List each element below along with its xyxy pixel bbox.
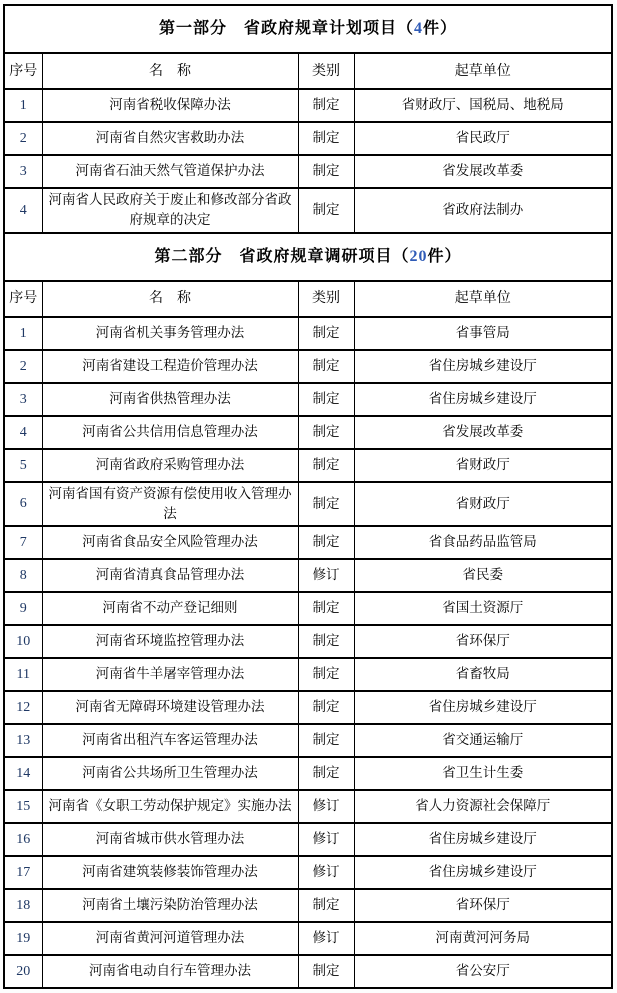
section-title-row — [4, 5, 612, 53]
regulation-name: 河南省不动产登记细则 — [42, 592, 298, 625]
regulation-name: 河南省电动自行车管理办法 — [42, 955, 298, 988]
column-header: 类别 — [298, 281, 354, 317]
column-header-row — [4, 281, 612, 317]
drafting-unit: 省政府法制办 — [354, 188, 612, 233]
drafting-unit: 省国土资源厅 — [354, 592, 612, 625]
category: 修订 — [298, 823, 354, 856]
regulation-name: 河南省建设工程造价管理办法 — [42, 350, 298, 383]
column-header-row — [4, 53, 612, 89]
category: 制定 — [298, 416, 354, 449]
drafting-unit: 省财政厅 — [354, 449, 612, 482]
row-number: 6 — [4, 482, 42, 527]
column-header: 起草单位 — [354, 281, 612, 317]
row-number: 5 — [4, 449, 42, 482]
table-row — [4, 526, 612, 559]
row-number: 1 — [4, 317, 42, 350]
row-number: 11 — [4, 658, 42, 691]
row-number: 1 — [4, 89, 42, 122]
regulation-name: 河南省公共场所卫生管理办法 — [42, 757, 298, 790]
drafting-unit: 省住房城乡建设厅 — [354, 856, 612, 889]
section-count: 20 — [409, 247, 428, 265]
table-row — [4, 625, 612, 658]
row-number: 8 — [4, 559, 42, 592]
section-title-text: 第一部分 省政府规章计划项目（ — [158, 20, 414, 37]
table-row — [4, 592, 612, 625]
category: 制定 — [298, 482, 354, 527]
category: 制定 — [298, 449, 354, 482]
row-number: 20 — [4, 955, 42, 988]
section-title-text: 第二部分 省政府规章调研项目（ — [154, 247, 410, 265]
drafting-unit: 省财政厅、国税局、地税局 — [354, 89, 612, 122]
table-row — [4, 188, 612, 233]
category: 制定 — [298, 350, 354, 383]
regulation-table-body — [4, 5, 612, 988]
drafting-unit: 省民委 — [354, 559, 612, 592]
table-row — [4, 122, 612, 155]
row-number: 17 — [4, 856, 42, 889]
table-row — [4, 922, 612, 955]
row-number: 9 — [4, 592, 42, 625]
column-header: 起草单位 — [354, 53, 612, 89]
column-header: 序号 — [4, 53, 42, 89]
row-number: 14 — [4, 757, 42, 790]
drafting-unit: 省卫生计生委 — [354, 757, 612, 790]
regulation-name: 河南省牛羊屠宰管理办法 — [42, 658, 298, 691]
category: 制定 — [298, 317, 354, 350]
category: 修订 — [298, 856, 354, 889]
regulation-name: 河南省出租汽车客运管理办法 — [42, 724, 298, 757]
table-row — [4, 790, 612, 823]
section-title — [4, 5, 612, 53]
regulation-name: 河南省石油天然气管道保护办法 — [42, 155, 298, 188]
section-title-text: 件） — [423, 20, 458, 37]
category: 制定 — [298, 658, 354, 691]
regulation-name: 河南省环境监控管理办法 — [42, 625, 298, 658]
regulation-name: 河南省税收保障办法 — [42, 89, 298, 122]
drafting-unit: 省住房城乡建设厅 — [354, 691, 612, 724]
table-row — [4, 155, 612, 188]
regulation-name: 河南省黄河河道管理办法 — [42, 922, 298, 955]
table-row — [4, 691, 612, 724]
category: 制定 — [298, 383, 354, 416]
category: 制定 — [298, 592, 354, 625]
category: 制定 — [298, 724, 354, 757]
regulation-name: 河南省建筑装修装饰管理办法 — [42, 856, 298, 889]
row-number: 2 — [4, 122, 42, 155]
regulation-name: 河南省公共信用信息管理办法 — [42, 416, 298, 449]
drafting-unit: 河南黄河河务局 — [354, 922, 612, 955]
drafting-unit: 省发展改革委 — [354, 416, 612, 449]
drafting-unit: 省住房城乡建设厅 — [354, 823, 612, 856]
table-row — [4, 416, 612, 449]
regulation-name: 河南省食品安全风险管理办法 — [42, 526, 298, 559]
regulation-plan-table — [3, 4, 613, 989]
section-title-row — [4, 233, 612, 281]
drafting-unit: 省食品药品监管局 — [354, 526, 612, 559]
table-row — [4, 856, 612, 889]
category: 制定 — [298, 955, 354, 988]
category: 制定 — [298, 89, 354, 122]
column-header: 序号 — [4, 281, 42, 317]
drafting-unit: 省住房城乡建设厅 — [354, 383, 612, 416]
table-row — [4, 383, 612, 416]
regulation-name: 河南省自然灾害救助办法 — [42, 122, 298, 155]
category: 制定 — [298, 188, 354, 233]
category: 制定 — [298, 691, 354, 724]
category: 制定 — [298, 757, 354, 790]
category: 制定 — [298, 889, 354, 922]
row-number: 19 — [4, 922, 42, 955]
drafting-unit: 省事管局 — [354, 317, 612, 350]
table-row — [4, 559, 612, 592]
table-row — [4, 658, 612, 691]
row-number: 7 — [4, 526, 42, 559]
row-number: 4 — [4, 416, 42, 449]
section-count: 4 — [414, 20, 423, 37]
drafting-unit: 省交通运输厅 — [354, 724, 612, 757]
column-header: 类别 — [298, 53, 354, 89]
row-number: 13 — [4, 724, 42, 757]
regulation-name: 河南省《女职工劳动保护规定》实施办法 — [42, 790, 298, 823]
row-number: 16 — [4, 823, 42, 856]
table-row — [4, 482, 612, 527]
regulation-name: 河南省城市供水管理办法 — [42, 823, 298, 856]
row-number: 15 — [4, 790, 42, 823]
column-header: 名 称 — [42, 53, 298, 89]
category: 修订 — [298, 922, 354, 955]
table-row — [4, 317, 612, 350]
table-row — [4, 449, 612, 482]
section-title-text: 件） — [427, 247, 462, 265]
row-number: 3 — [4, 155, 42, 188]
table-row — [4, 955, 612, 988]
drafting-unit: 省财政厅 — [354, 482, 612, 527]
row-number: 10 — [4, 625, 42, 658]
drafting-unit: 省民政厅 — [354, 122, 612, 155]
table-row — [4, 350, 612, 383]
table-row — [4, 724, 612, 757]
category: 制定 — [298, 526, 354, 559]
drafting-unit: 省住房城乡建设厅 — [354, 350, 612, 383]
category: 修订 — [298, 790, 354, 823]
table-row — [4, 823, 612, 856]
category: 制定 — [298, 625, 354, 658]
row-number: 18 — [4, 889, 42, 922]
regulation-name: 河南省供热管理办法 — [42, 383, 298, 416]
regulation-name: 河南省无障碍环境建设管理办法 — [42, 691, 298, 724]
drafting-unit: 省公安厅 — [354, 955, 612, 988]
row-number: 3 — [4, 383, 42, 416]
category: 修订 — [298, 559, 354, 592]
regulation-name: 河南省土壤污染防治管理办法 — [42, 889, 298, 922]
table-row — [4, 889, 612, 922]
drafting-unit: 省环保厅 — [354, 625, 612, 658]
row-number: 12 — [4, 691, 42, 724]
column-header: 名 称 — [42, 281, 298, 317]
regulation-name: 河南省机关事务管理办法 — [42, 317, 298, 350]
table-row — [4, 757, 612, 790]
drafting-unit: 省人力资源社会保障厅 — [354, 790, 612, 823]
category: 制定 — [298, 155, 354, 188]
table-row — [4, 89, 612, 122]
drafting-unit: 省畜牧局 — [354, 658, 612, 691]
section-title — [4, 233, 612, 281]
regulation-name: 河南省国有资产资源有偿使用收入管理办法 — [42, 482, 298, 527]
regulation-name: 河南省人民政府关于废止和修改部分省政府规章的决定 — [42, 188, 298, 233]
row-number: 2 — [4, 350, 42, 383]
regulation-name: 河南省政府采购管理办法 — [42, 449, 298, 482]
row-number: 4 — [4, 188, 42, 233]
category: 制定 — [298, 122, 354, 155]
drafting-unit: 省发展改革委 — [354, 155, 612, 188]
drafting-unit: 省环保厅 — [354, 889, 612, 922]
regulation-name: 河南省清真食品管理办法 — [42, 559, 298, 592]
